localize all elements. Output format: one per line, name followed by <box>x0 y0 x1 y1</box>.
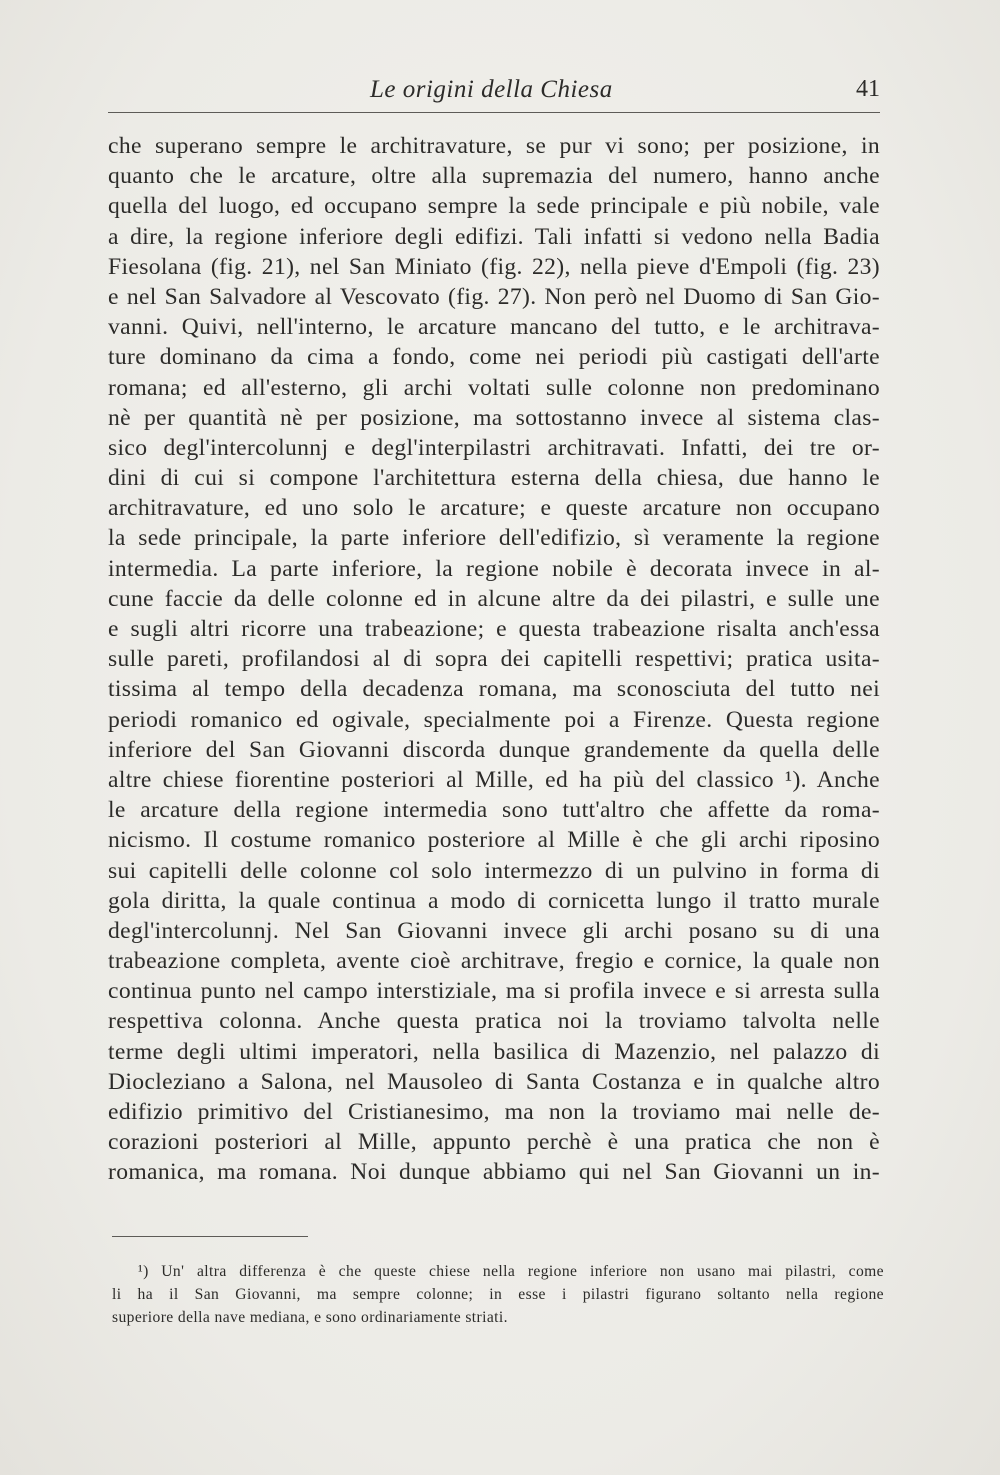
body-line: quella del luogo, ed occupano sempre la sede principale e più nobile, vale <box>108 193 880 220</box>
body-line: gola diritta, la quale continua a modo di cornicetta lungo il tratto murale <box>108 887 880 914</box>
body-line: romanica, ma romana. Noi dunque abbiamo qui nel San Giovanni un in- <box>108 1159 880 1186</box>
body-line: edifizio primitivo del Cristianesimo, ma non la troviamo mai nelle de- <box>108 1099 880 1125</box>
body-line: sulle pareti, profilandosi al di sopra dei capitelli respettivi; pratica usita- <box>108 646 880 673</box>
body-line: altre chiese fiorentine posteriori al Mille, ed ha più del classico ¹). Anche <box>108 766 880 793</box>
body-line: che superano sempre le architravature, se pur vi sono; per posizione, in <box>108 133 880 159</box>
footnote-line: superiore della nave mediana, e sono ordinariamente striati. <box>112 1309 508 1326</box>
page-number: 41 <box>856 76 880 102</box>
body-line: sui capitelli delle colonne col solo intermezzo di un pulvino in forma di <box>108 857 880 884</box>
body-line: dini di cui si compone l'architettura esterna della chiesa, due hanno le <box>108 465 880 492</box>
body-line: tissima al tempo della decadenza romana, ma sconosciuta del tutto nei <box>108 676 880 703</box>
body-text <box>108 131 880 1188</box>
body-line: architravature, ed uno solo le arcature; e queste arcature non occupano <box>108 495 880 522</box>
body-line: inferiore del San Giovanni discorda dunque grandemente da quella delle <box>108 736 880 763</box>
running-head <box>108 72 880 108</box>
body-line: intermedia. La parte inferiore, la regione nobile è decorata invece in al- <box>108 555 880 582</box>
header-rule <box>108 112 880 113</box>
body-line: Diocleziano a Salona, nel Mausoleo di Santa Costanza e in qualche altro <box>108 1068 880 1095</box>
body-line: le arcature della regione intermedia sono tutt'altro che affette da roma- <box>108 797 880 824</box>
body-line: periodi romanico ed ogivale, specialmente poi a Firenze. Questa regione <box>108 706 880 733</box>
body-line: corazioni posteriori al Mille, appunto perchè è una pratica che non è <box>108 1129 880 1156</box>
body-line: respettiva colonna. Anche questa pratica noi la troviamo talvolta nelle <box>108 1008 880 1035</box>
body-line: nè per quantità nè per posizione, ma sottostanno invece al sistema clas- <box>108 404 880 431</box>
footnote <box>112 1260 884 1329</box>
footnote-line: li ha il San Giovanni, ma sempre colonne; in esse i pilastri figurano soltanto nella regione <box>112 1286 884 1303</box>
body-line: nicismo. Il costume romanico posteriore al Mille è che gli archi riposino <box>108 827 880 854</box>
body-line: trabeazione completa, avente cioè architrave, fregio e cornice, la quale non <box>108 948 880 975</box>
body-line: ture dominano da cima a fondo, come nei periodi più castigati dell'arte <box>108 344 880 371</box>
body-line: terme degli ultimi imperatori, nella basilica di Mazenzio, nel palazzo di <box>108 1038 880 1065</box>
footnote-rule <box>112 1236 308 1237</box>
body-line: degl'intercolunnj. Nel San Giovanni invece gli archi posano su di una <box>108 917 880 944</box>
body-line: romana; ed all'esterno, gli archi voltati sulle colonne non predominano <box>108 374 880 401</box>
body-line: Fiesolana (fig. 21), nel San Miniato (fig. 22), nella pieve d'Empoli (fig. 23) <box>108 253 880 280</box>
body-line: quanto che le arcature, oltre alla supremazia del numero, hanno anche <box>108 163 880 190</box>
body-line: a dire, la regione inferiore degli edifizi. Tali infatti si vedono nella Badia <box>108 223 880 250</box>
body-line: continua punto nel campo interstiziale, ma si profila invece e si arresta sulla <box>108 978 880 1005</box>
footnote-line: ¹) Un' altra differenza è che queste chiese nella regione inferiore non usano mai pilastri, come <box>138 1263 884 1280</box>
body-line: e nel San Salvadore al Vescovato (fig. 27). Non però nel Duomo di San Gio- <box>108 283 880 310</box>
body-line: sico degl'intercolunnj e degl'interpilastri architravati. Infatti, dei tre or- <box>108 434 880 461</box>
body-line: vanni. Quivi, nell'interno, le arcature mancano del tutto, e le architrava- <box>108 314 880 341</box>
body-line: e sugli altri ricorre una trabeazione; e questa trabeazione risalta anch'essa <box>108 616 880 642</box>
body-line: cune faccie da delle colonne ed in alcune altre da dei pilastri, e sulle une <box>108 585 880 612</box>
running-title: Le origini della Chiesa <box>370 76 613 103</box>
body-line: la sede principale, la parte inferiore dell'edifizio, sì veramente la regione <box>108 525 880 552</box>
